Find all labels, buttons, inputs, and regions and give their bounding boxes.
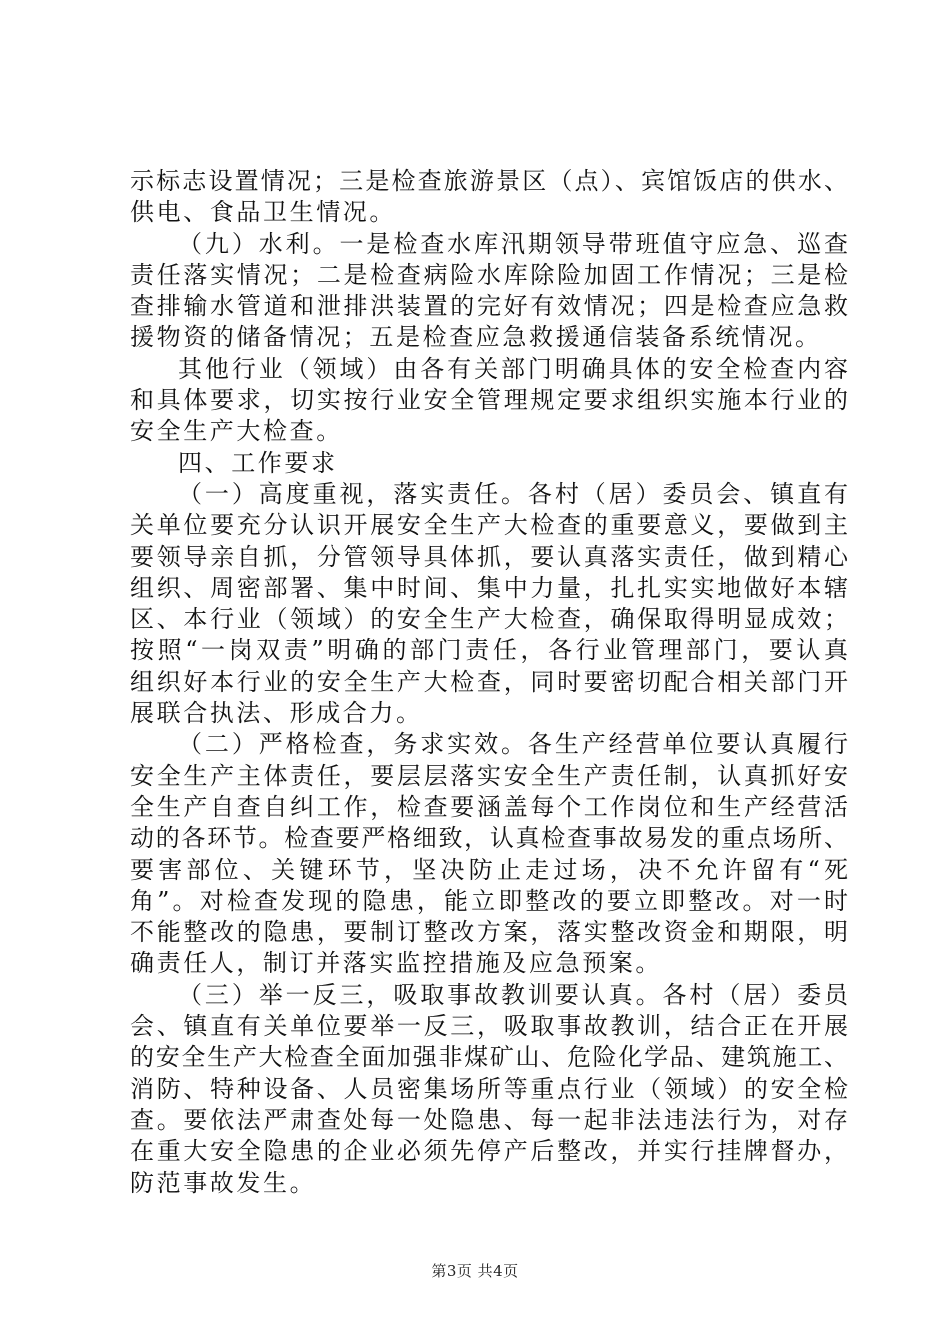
text-line: 查。要依法严肃查处每一处隐患、每一起非法违法行为，对存 xyxy=(130,1105,848,1134)
text-line: 动的各环节。检查要严格细致，认真检查事故易发的重点场所、 xyxy=(130,824,848,853)
text-line: （九）水利。一是检查水库汛期领导带班值守应急、巡查 xyxy=(178,229,848,258)
text-line: 展联合执法、形成合力。 xyxy=(130,699,423,728)
text-line: 安全生产主体责任，要层层落实安全生产责任制，认真抓好安 xyxy=(130,761,848,790)
text-line: （二）严格检查，务求实效。各生产经营单位要认真履行 xyxy=(178,730,848,759)
text-line: 不能整改的隐患，要制订整改方案，落实整改资金和期限，明 xyxy=(130,918,848,947)
text-line: 其他行业（领域）由各有关部门明确具体的安全检查内容 xyxy=(178,354,848,383)
text-line: 查排输水管道和泄排洪装置的完好有效情况；四是检查应急救 xyxy=(130,292,848,321)
page-footer xyxy=(0,1261,950,1281)
text-line: 组织、周密部署、集中时间、集中力量，扎扎实实地做好本辖 xyxy=(130,573,848,602)
text-line: 供电、食品卫生情况。 xyxy=(130,198,396,227)
document-body xyxy=(130,166,848,1199)
text-line: 四、工作要求 xyxy=(178,448,338,477)
text-line: 按照“一岗双责”明确的部门责任，各行业管理部门，要认真 xyxy=(130,636,848,665)
text-line: （三）举一反三，吸取事故教训要认真。各村（居）委员 xyxy=(178,980,848,1009)
text-line: 示标志设置情况；三是检查旅游景区（点）、宾馆饭店的供水、 xyxy=(130,167,848,195)
text-line: 援物资的储备情况；五是检查应急救援通信装备系统情况。 xyxy=(130,323,822,352)
text-line: 和具体要求，切实按行业安全管理规定要求组织实施本行业的 xyxy=(130,386,848,415)
text-line: 责任落实情况；二是检查病险水库除险加固工作情况；三是检 xyxy=(130,260,848,289)
text-line: 会、镇直有关单位要举一反三，吸取事故教训，结合正在开展 xyxy=(130,1012,848,1041)
text-line: 在重大安全隐患的企业必须先停产后整改，并实行挂牌督办， xyxy=(130,1137,848,1166)
text-line: 要领导亲自抓，分管领导具体抓，要认真落实责任，做到精心 xyxy=(130,542,848,571)
text-line: 消防、特种设备、人员密集场所等重点行业（领域）的安全检 xyxy=(130,1074,848,1103)
text-line: 关单位要充分认识开展安全生产大检查的重要意义，要做到主 xyxy=(130,511,848,540)
text-line: 安全生产大检查。 xyxy=(130,417,343,446)
text-line: 组织好本行业的安全生产大检查，同时要密切配合相关部门开 xyxy=(130,667,848,696)
page-number: 第3页 共4页 xyxy=(431,1262,519,1280)
text-line: 要害部位、关键环节，坚决防止走过场，决不允许留有“死 xyxy=(130,855,848,884)
text-line: 确责任人，制订并落实监控措施及应急预案。 xyxy=(130,949,662,978)
text-line: 防范事故发生。 xyxy=(130,1168,317,1197)
text-line: 区、本行业（领域）的安全生产大检查，确保取得明显成效； xyxy=(130,605,848,634)
text-line: 全生产自查自纠工作，检查要涵盖每个工作岗位和生产经营活 xyxy=(130,792,848,821)
text-line: （一）高度重视，落实责任。各村（居）委员会、镇直有 xyxy=(178,479,848,508)
text-line: 的安全生产大检查全面加强非煤矿山、危险化学品、建筑施工、 xyxy=(130,1043,848,1072)
text-line: 角”。对检查发现的隐患，能立即整改的要立即整改。对一时 xyxy=(130,886,848,915)
